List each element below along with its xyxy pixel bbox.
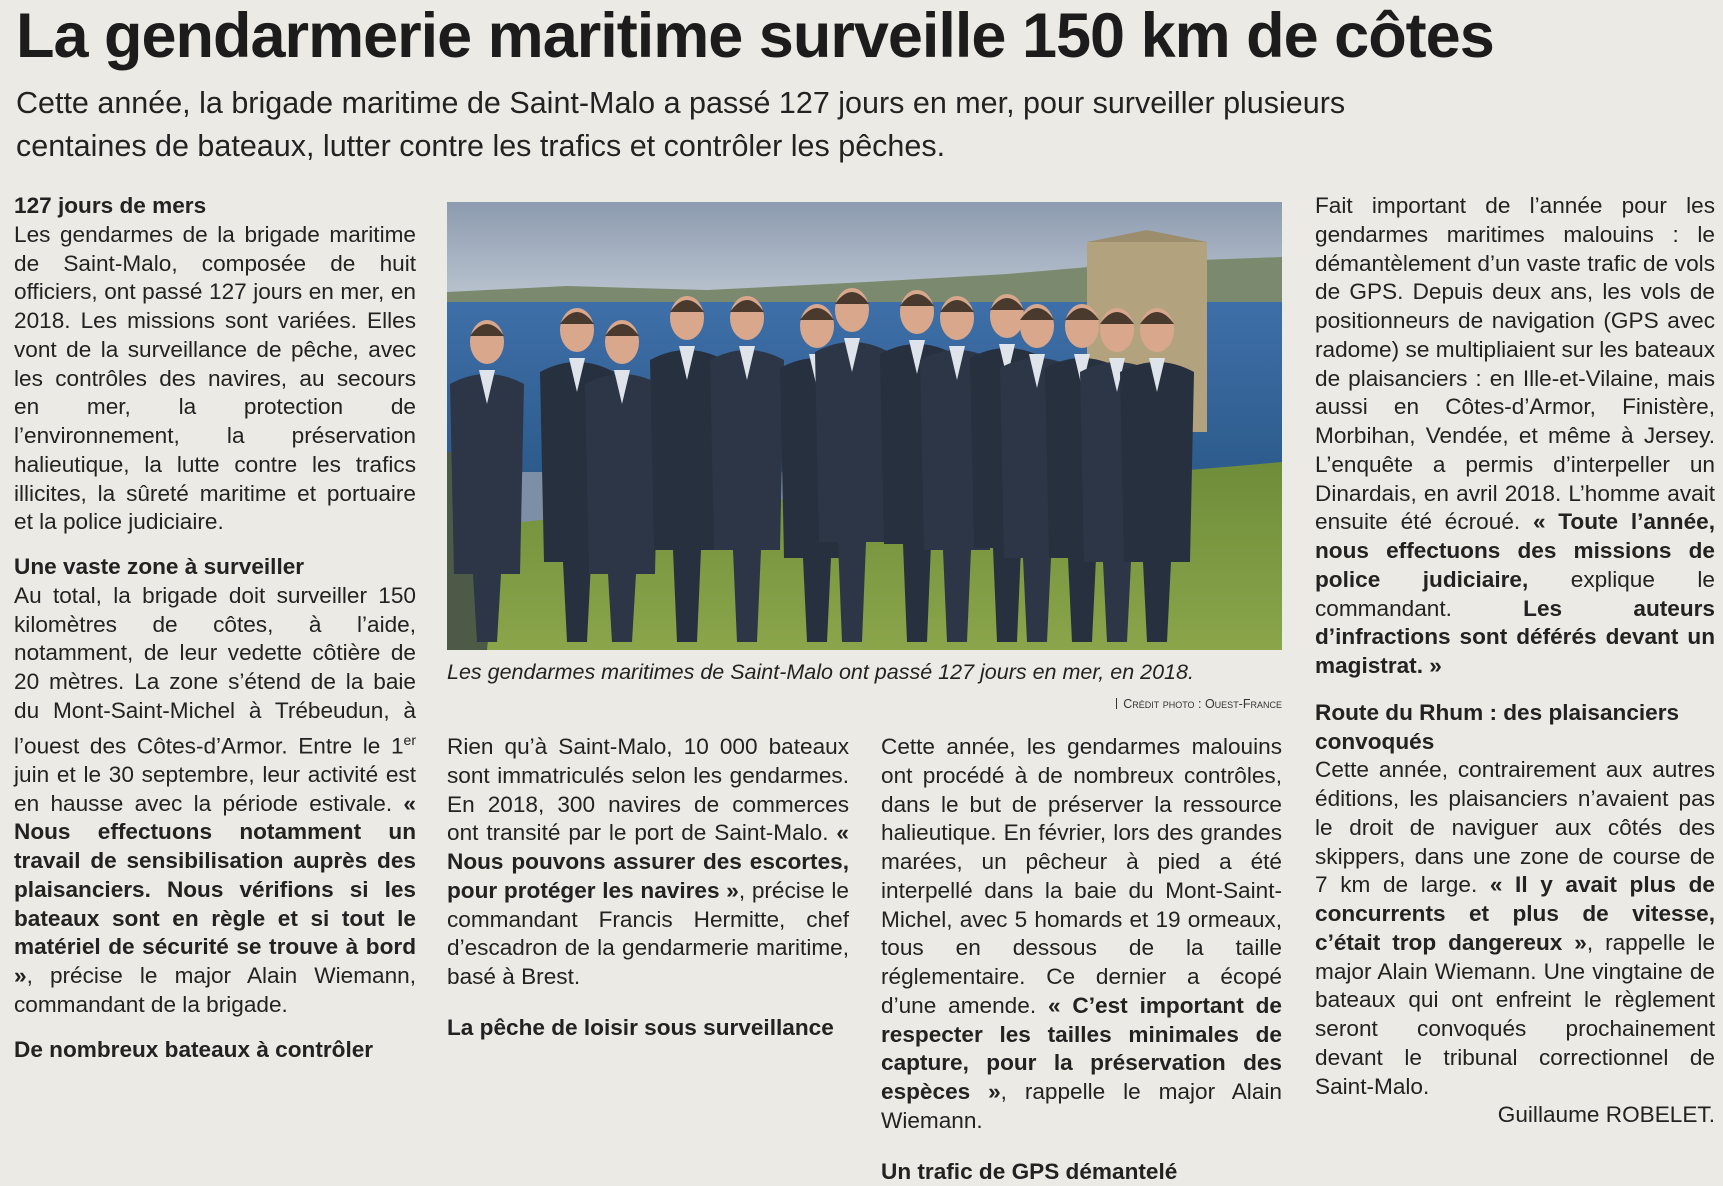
- group-photo-illustration: [447, 202, 1282, 650]
- section-body-trafic-gps: Fait important de l’année pour les gendarmes maritimes malouins : le démantèlement d’un vaste trafic de vols de GPS. Depuis deux ans, les vols de positionneurs de navigation (GPS avec radome) se multipliaient sur les bateaux de plaisanciers : en Ille-et-Vilaine, mais aussi en Côtes-d’Armor, Finistère, Morbihan, Vendée, et même à Jersey. L’enquête a permis d’interpeller un Dinardais, en avril 2018. L’homme avait ensuite été écroué. « Toute l’année, nous effectuons des missions de police judiciaire, explique le commandant. Les auteurs d’infractions sont déférés devant un magistrat. »: [1315, 192, 1715, 681]
- photo-caption: Les gendarmes maritimes de Saint-Malo ont passé 127 jours en mer, en 2018.: [447, 660, 1282, 685]
- section-body-route-du-rhum: Cette année, contrairement aux autres éditions, les plaisanciers n’avaient pas le droit de naviguer aux côtés des skippers, dans une zone de course de 7 km de large. « Il y avait plus de concurrents et plus de vitesse, c’était trop dangereux », rappelle le major Alain Wiemann. Une vingtaine de bateaux qui ont enfreint le règlement seront convoqués prochainement devant le tribunal correctionnel de Saint-Malo.: [1315, 756, 1715, 1101]
- author-signature: Guillaume ROBELET.: [1315, 1101, 1715, 1130]
- section-title-peche-loisir: La pêche de loisir sous surveillance: [447, 1014, 849, 1043]
- column-4: [1315, 192, 1715, 1130]
- section-body-peche-loisir: Cette année, les gendarmes malouins ont procédé à de nombreux contrôles, dans le but de préserver la ressource halieutique. En février, lors des grandes marées, un pêcheur à pied a été interpellé dans la baie du Mont-Saint-Michel, avec 5 homards et 19 ormeaux, tous en dessous de la taille réglementaire. Ce dernier a écopé d’une amende. « C’est important de respecter les tailles minimales de capture, pour la préservation des espèces », rappelle le major Alain Wiemann.: [881, 733, 1282, 1136]
- column-2: [447, 733, 849, 1043]
- section-title-127-jours: 127 jours de mers: [14, 192, 416, 221]
- standfirst: Cette année, la brigade maritime de Saint-Malo a passé 127 jours en mer, pour surveiller plusieurs centaines de bateaux, lutter contre les trafics et contrôler les pêches.: [16, 82, 1416, 168]
- section-body-127-jours: Les gendarmes de la brigade maritime de Saint-Malo, composée de huit officiers, ont passé 127 jours en mer, en 2018. Les missions sont variées. Elles vont de la surveillance de pêche, avec les contrôles des navires, au secours en mer, la protection de l’environnement, la préservation halieutique, la lutte contre les trafics illicites, la sûreté maritime et portuaire et la police judiciaire.: [14, 221, 416, 537]
- column-3: [881, 733, 1282, 1186]
- section-body-vaste-zone: Au total, la brigade doit surveiller 150 kilomètres de côtes, à l’aide, notamment, de leur vedette côtière de 20 mètres. La zone s’étend de la baie du Mont-Saint-Michel à Trébeudun, à l’ouest des Côtes-d’Armor. Entre le 1er juin et le 30 septembre, leur activité est en hausse avec la période estivale. « Nous effectuons notamment un travail de sensibilisation auprès des plaisanciers. Nous vérifions si les bateaux sont en règle et si tout le matériel de sécurité se trouve à bord », précise le major Alain Wiemann, commandant de la brigade.: [14, 582, 416, 1020]
- headline: La gendarmerie maritime surveille 150 km de côtes: [16, 0, 1716, 78]
- section-title-vaste-zone: Une vaste zone à surveiller: [14, 553, 416, 582]
- section-title-nombreux-bateaux: De nombreux bateaux à contrôler: [14, 1036, 416, 1065]
- group-photo: [447, 202, 1282, 650]
- section-title-trafic-gps: Un trafic de GPS démantelé: [881, 1158, 1282, 1186]
- section-body-nombreux-bateaux: Rien qu’à Saint-Malo, 10 000 bateaux sont immatriculés selon les gendarmes. En 2018, 300 navires de commerces ont transité par le port de Saint-Malo. « Nous pouvons assurer des escortes, pour protéger les navires », précise le commandant Francis Hermitte, chef d’escadron de la gendarmerie maritime, basé à Brest.: [447, 733, 849, 992]
- column-1: [14, 192, 416, 1064]
- section-title-route-du-rhum: Route du Rhum : des plaisanciers convoqués: [1315, 699, 1715, 757]
- photo-credit: Crédit photo : Ouest-France: [447, 697, 1282, 711]
